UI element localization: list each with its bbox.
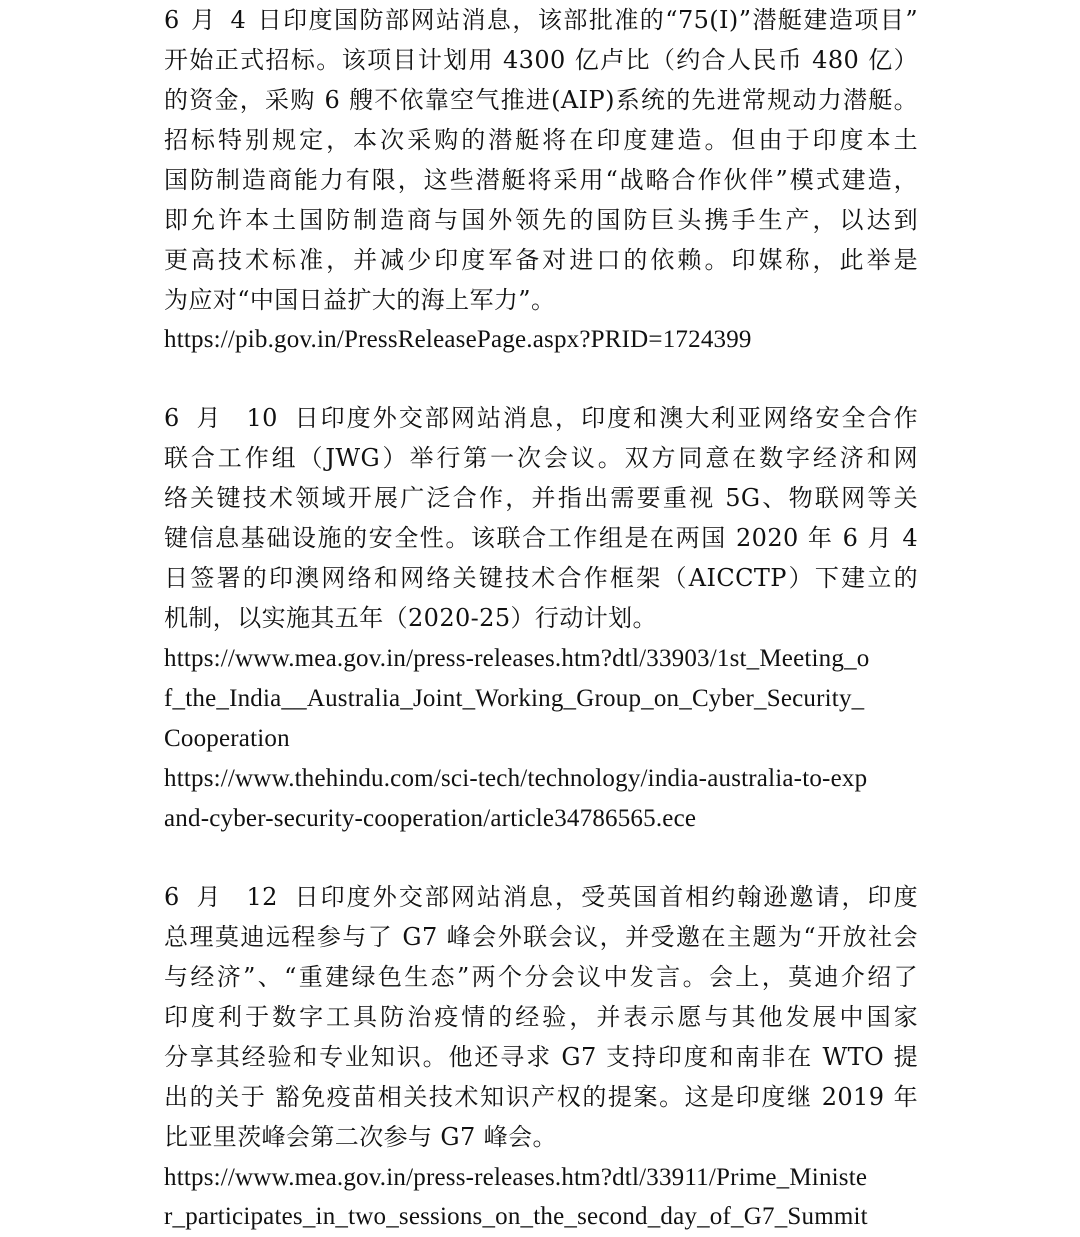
- entry-3-line-1: 6 月 12 日印度外交部网站消息，受英国首相约翰逊邀请，印度: [164, 877, 918, 917]
- entry-3-line-5: 分享其经验和专业知识。他还寻求 G7 支持印度和南非在 WTO 提: [164, 1043, 918, 1071]
- entry-1-line-2: 开始正式招标。该项目计划用 4300 亿卢比（约合人民币 480 亿）: [164, 46, 918, 74]
- entry-date: 6 月 10 日: [164, 404, 319, 432]
- entry-1-line-8: 为应对“中国日益扩大的海上军力”。: [164, 286, 556, 314]
- entry-2-link-2b[interactable]: and-cyber-security-cooperation/article34786565.ece: [164, 805, 697, 832]
- entry-1-line-6: 即允许本土国防制造商与国外领先的国防巨头携手生产，以达到: [164, 206, 918, 234]
- entry-1-line-5: 国防制造商能力有限，这些潜艇将采用“战略合作伙伴”模式建造，: [164, 166, 918, 194]
- entry-date: 6 月 4 日: [164, 6, 282, 34]
- entry-3-line-7: 比亚里茨峰会第二次参与 G7 峰会。: [164, 1123, 557, 1151]
- entry-2-link-1a[interactable]: https://www.mea.gov.in/press-releases.htm?dtl/33903/1st_Meeting_o: [164, 645, 870, 672]
- entry-2-link-1c[interactable]: Cooperation: [164, 725, 290, 752]
- entry-3-link-a[interactable]: https://www.mea.gov.in/press-releases.htm?dtl/33911/Prime_Ministe: [164, 1164, 868, 1191]
- entry-3-line-3: 与经济”、“重建绿色生态”两个分会议中发言。会上，莫迪介绍了: [164, 963, 918, 991]
- entry-3-line-2: 总理莫迪远程参与了 G7 峰会外联会议，并受邀在主题为“开放社会: [164, 923, 918, 951]
- entry-2-line-2: 联合工作组（JWG）举行第一次会议。双方同意在数字经济和网: [164, 444, 918, 472]
- entry-1-line-3: 的资金，采购 6 艘不依靠空气推进(AIP)系统的先进常规动力潜艇。: [164, 86, 918, 114]
- entry-date: 6 月 12 日: [164, 883, 319, 911]
- entry-1-line-1: 6 月 4 日印度国防部网站消息，该部批准的“75(I)”潜艇建造项目”: [164, 0, 918, 40]
- entry-2-link-2a[interactable]: https://www.thehindu.com/sci-tech/technology/india-australia-to-exp: [164, 765, 868, 792]
- entry-1-link[interactable]: https://pib.gov.in/PressReleasePage.aspx?PRID=1724399: [164, 326, 752, 353]
- entry-2-line-4: 键信息基础设施的安全性。该联合工作组是在两国 2020 年 6 月 4: [164, 524, 918, 552]
- entry-3-line-6: 出的关于 豁免疫苗相关技术知识产权的提案。这是印度继 2019 年: [164, 1083, 918, 1111]
- entry-3-line-4: 印度利于数字工具防治疫情的经验，并表示愿与其他发展中国家: [164, 1003, 918, 1031]
- entry-2-line-3: 络关键技术领域开展广泛合作，并指出需要重视 5G、物联网等关: [164, 484, 918, 512]
- entry-2-line-5: 日签署的印澳网络和网络关键技术合作框架（AICCTP）下建立的: [164, 564, 918, 592]
- entry-1-line-4: 招标特别规定，本次采购的潜艇将在印度建造。但由于印度本土: [164, 126, 918, 154]
- entry-2-line-6: 机制，以实施其五年（2020-25）行动计划。: [164, 604, 657, 632]
- entry-3-link-b[interactable]: r_participates_in_two_sessions_on_the_second_day_of_G7_Summit: [164, 1203, 868, 1230]
- entry-1-line-7: 更高技术标准，并减少印度军备对进口的依赖。印媒称，此举是: [164, 246, 918, 274]
- entry-2-line-1: 6 月 10 日印度外交部网站消息，印度和澳大利亚网络安全合作: [164, 398, 918, 438]
- entry-2-link-1b[interactable]: f_the_India__Australia_Joint_Working_Group_on_Cyber_Security_: [164, 685, 865, 712]
